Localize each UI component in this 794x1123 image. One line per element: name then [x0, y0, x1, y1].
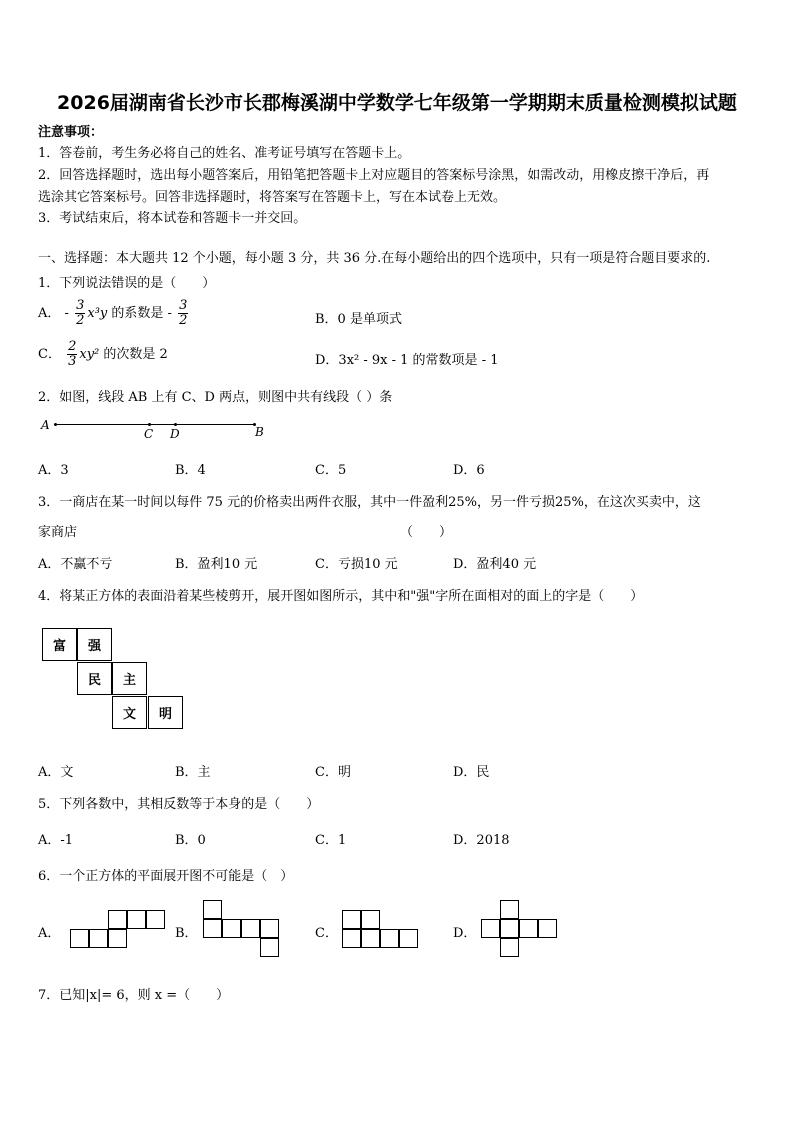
- notice-item-1: 1．答卷前，考生务必将自己的姓名、准考证号填写在答题卡上。: [38, 146, 411, 161]
- net-d-square: [500, 900, 519, 919]
- net-cell-ming: 明: [148, 696, 183, 729]
- q1-a-den-2: 2: [179, 313, 188, 328]
- point-a: [54, 423, 57, 426]
- label-a: A: [41, 418, 50, 432]
- q1-option-a: [38, 299, 190, 328]
- q6-option-b-label: B．: [175, 926, 198, 941]
- net-a-square: [108, 910, 127, 929]
- q4-option-c: C．明: [315, 765, 351, 780]
- q1-c-var: xy²: [79, 347, 100, 362]
- q5-option-a: A．-1: [38, 833, 74, 848]
- label-c: C: [144, 427, 154, 441]
- q4-option-d: D．民: [453, 765, 490, 780]
- q6-option-c-label: C．: [315, 926, 338, 941]
- net-d-square: [538, 919, 557, 938]
- q2-option-d: D．6: [453, 463, 485, 478]
- q1-a-label: A．: [38, 306, 61, 321]
- q1-option-c: [38, 340, 168, 369]
- net-d-square: [481, 919, 500, 938]
- q1-option-d: D．3x² - 9x - 1 的常数项是 - 1: [315, 353, 499, 368]
- net-c-square: [380, 929, 399, 948]
- net-c-square: [399, 929, 418, 948]
- q3-option-a: A．不赢不亏: [38, 557, 113, 572]
- q6-stem: 6．一个正方体的平面展开图不可能是（ ）: [38, 869, 294, 884]
- q5-option-c: C．1: [315, 833, 347, 848]
- q6-option-a-label: A．: [38, 926, 61, 941]
- net-b-square: [203, 900, 222, 919]
- net-c-square: [361, 910, 380, 929]
- net-a-square: [108, 929, 127, 948]
- q1-a-mid: 的系数是 -: [107, 306, 172, 321]
- net-d-square: [519, 919, 538, 938]
- net-b-square: [260, 938, 279, 957]
- q1-a-fraction: [75, 299, 85, 328]
- q2-option-c: C．5: [315, 463, 347, 478]
- notice-item-2-cont: 选涂其它答案标号。回答非选择题时，将答案写在答题卡上，写在本试卷上无效。: [38, 190, 507, 205]
- q3-answer-paren: （ ）: [400, 525, 453, 540]
- net-c-square: [342, 910, 361, 929]
- q1-stem: 1．下列说法错误的是（ ）: [38, 276, 216, 291]
- q2-option-a: A．3: [38, 463, 69, 478]
- net-a-square: [127, 910, 146, 929]
- net-d-square: [500, 938, 519, 957]
- net-a-square: [89, 929, 108, 948]
- net-b-square: [203, 919, 222, 938]
- q5-option-b: B．0: [175, 833, 206, 848]
- notice-item-3: 3．考试结束后，将本试卷和答题卡一并交回。: [38, 211, 307, 226]
- q1-a-num-2: 3: [179, 298, 188, 313]
- q1-c-num: 2: [68, 339, 77, 354]
- q1-a-sign: -: [64, 306, 69, 321]
- q4-option-b: B．主: [175, 765, 211, 780]
- net-a-square: [70, 929, 89, 948]
- net-b-square: [222, 919, 241, 938]
- notice-item-2: 2．回答选择题时，选出每小题答案后，用铅笔把答题卡上对应题目的答案标号涂黑，如需改动，用橡皮擦干净后，再: [38, 168, 710, 183]
- net-b-square: [260, 919, 279, 938]
- net-cell-zhu: 主: [112, 662, 147, 695]
- q2-stem: 2．如图，线段 AB 上有 C、D 两点，则图中共有线段（ ）条: [38, 390, 393, 405]
- q1-a-fraction-2: [178, 299, 188, 328]
- net-b-square: [241, 919, 260, 938]
- q3-stem-1: 3．一商店在某一时间以每件 75 元的价格卖出两件衣服，其中一件盈利25%，另一件亏损25%，在这次买卖中，这: [38, 495, 701, 510]
- q6-option-d-label: D．: [453, 926, 477, 941]
- point-c: [148, 423, 151, 426]
- q1-c-tail: 的次数是 2: [99, 347, 168, 362]
- label-b: B: [255, 425, 264, 439]
- exam-title: 2026届湖南省长沙市长郡梅溪湖中学数学七年级第一学期期末质量检测模拟试题: [57, 92, 737, 114]
- notice-heading: 注意事项：: [38, 125, 104, 140]
- q4-stem: 4．将某正方体的表面沿着某些棱剪开，展开图如图所示，其中和"强"字所在面相对的面上的字是（ ）: [38, 589, 644, 604]
- segment-ab: [55, 424, 255, 425]
- q1-option-b: B．0 是单项式: [315, 312, 402, 327]
- q5-option-d: D．2018: [453, 833, 510, 848]
- q3-stem-2: 家商店: [38, 525, 78, 540]
- net-d-square: [500, 919, 519, 938]
- q1-c-fraction: [67, 340, 77, 369]
- q5-stem: 5．下列各数中，其相反数等于本身的是（ ）: [38, 797, 320, 812]
- q1-a-var: x³y: [87, 306, 108, 321]
- q3-option-b: B．盈利10 元: [175, 557, 258, 572]
- net-cell-wen: 文: [112, 696, 147, 729]
- q2-option-b: B．4: [175, 463, 206, 478]
- section-1-heading: 一、选择题：本大题共 12 个小题，每小题 3 分，共 36 分.在每小题给出的四个选项中，只有一项是符合题目要求的.: [38, 251, 711, 266]
- net-a-square: [146, 910, 165, 929]
- q1-c-label: C．: [38, 347, 61, 362]
- net-cell-min: 民: [77, 662, 112, 695]
- net-c-square: [342, 929, 361, 948]
- q3-option-d: D．盈利40 元: [453, 557, 537, 572]
- net-cell-qiang: 强: [77, 628, 112, 661]
- q1-a-den: 2: [76, 313, 85, 328]
- label-d: D: [170, 427, 180, 441]
- net-cell-fu: 富: [42, 628, 77, 661]
- net-c-square: [361, 929, 380, 948]
- q1-a-num: 3: [76, 298, 85, 313]
- q1-c-den: 3: [68, 354, 77, 369]
- q7-stem: 7．已知|x|= 6，则 x =（ ）: [38, 988, 230, 1003]
- q4-option-a: A．文: [38, 765, 74, 780]
- q3-option-c: C．亏损10 元: [315, 557, 398, 572]
- point-d: [174, 423, 177, 426]
